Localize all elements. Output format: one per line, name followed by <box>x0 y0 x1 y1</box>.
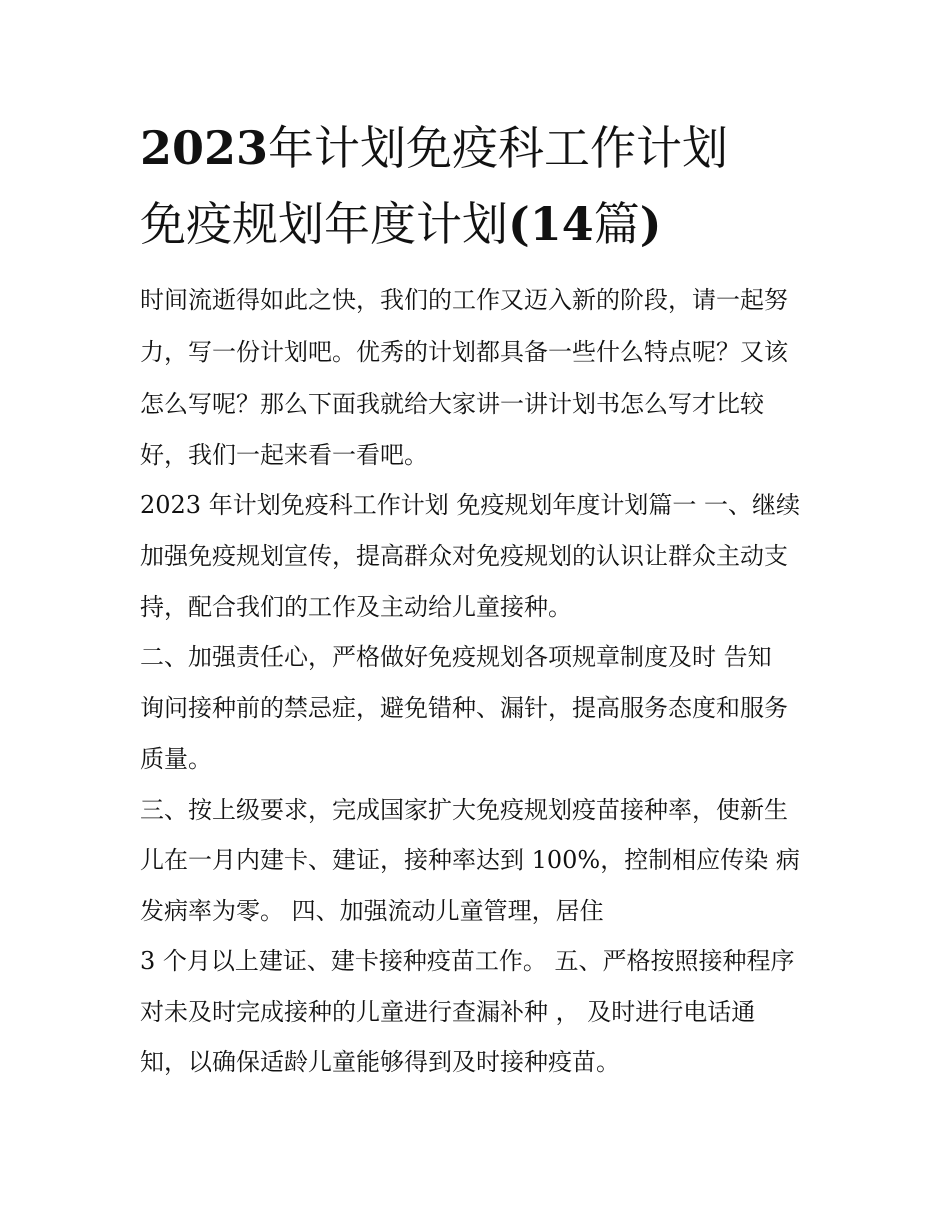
body-line: 二、加强责任心，严格做好免疫规划各项规章制度及时 告知 <box>140 643 772 671</box>
body-line: 质量。 <box>140 745 212 773</box>
body-line: 发病率为零。 四、加强流动儿童管理，居住 <box>140 897 604 925</box>
body-line: 2023 年计划免疫科工作计划 免疫规划年度计划篇一 一、继续 <box>140 491 800 519</box>
body-line: 儿在一月内建卡、建证，接种率达到 100%，控制相应传染 病 <box>140 846 800 874</box>
body-line: 对未及时完成接种的儿童进行查漏补种 ， 及时进行电话通 <box>140 998 756 1026</box>
body-line: 持，配合我们的工作及主动给儿童接种。 <box>140 593 572 621</box>
body-line: 3 个月以上建证、建卡接种疫苗工作。 五、严格按照接种程序 <box>140 947 795 975</box>
title-close-paren: ) <box>639 197 662 251</box>
body-line: 知，以确保适龄儿童能够得到及时接种疫苗。 <box>140 1048 620 1076</box>
title-text-2: 免疫规划年度计划 <box>140 197 508 251</box>
body-line: 力，写一份计划吧。优秀的计划都具备一些什么特点呢？又该 <box>140 338 788 366</box>
title-unit: 篇 <box>593 197 640 251</box>
body-line: 时间流逝得如此之快，我们的工作又迈入新的阶段，请一起努 <box>140 286 788 314</box>
body-line: 加强免疫规划宣传，提高群众对免疫规划的认识让群众主动支 <box>140 542 788 570</box>
document-title-line-1 <box>140 120 728 176</box>
document-title-line-2 <box>140 196 662 252</box>
title-year: 2023 <box>140 121 269 175</box>
title-text-1: 年计划免疫科工作计划 <box>268 121 729 175</box>
body-line: 三、按上级要求，完成国家扩大免疫规划疫苗接种率，使新生 <box>140 796 788 824</box>
body-line: 怎么写呢？那么下面我就给大家讲一讲计划书怎么写才比较 <box>140 390 764 418</box>
title-count: (14 <box>508 197 594 251</box>
body-line: 询问接种前的禁忌症，避免错种、漏针，提高服务态度和服务 <box>140 694 788 722</box>
body-line: 好，我们一起来看一看吧。 <box>140 441 428 469</box>
